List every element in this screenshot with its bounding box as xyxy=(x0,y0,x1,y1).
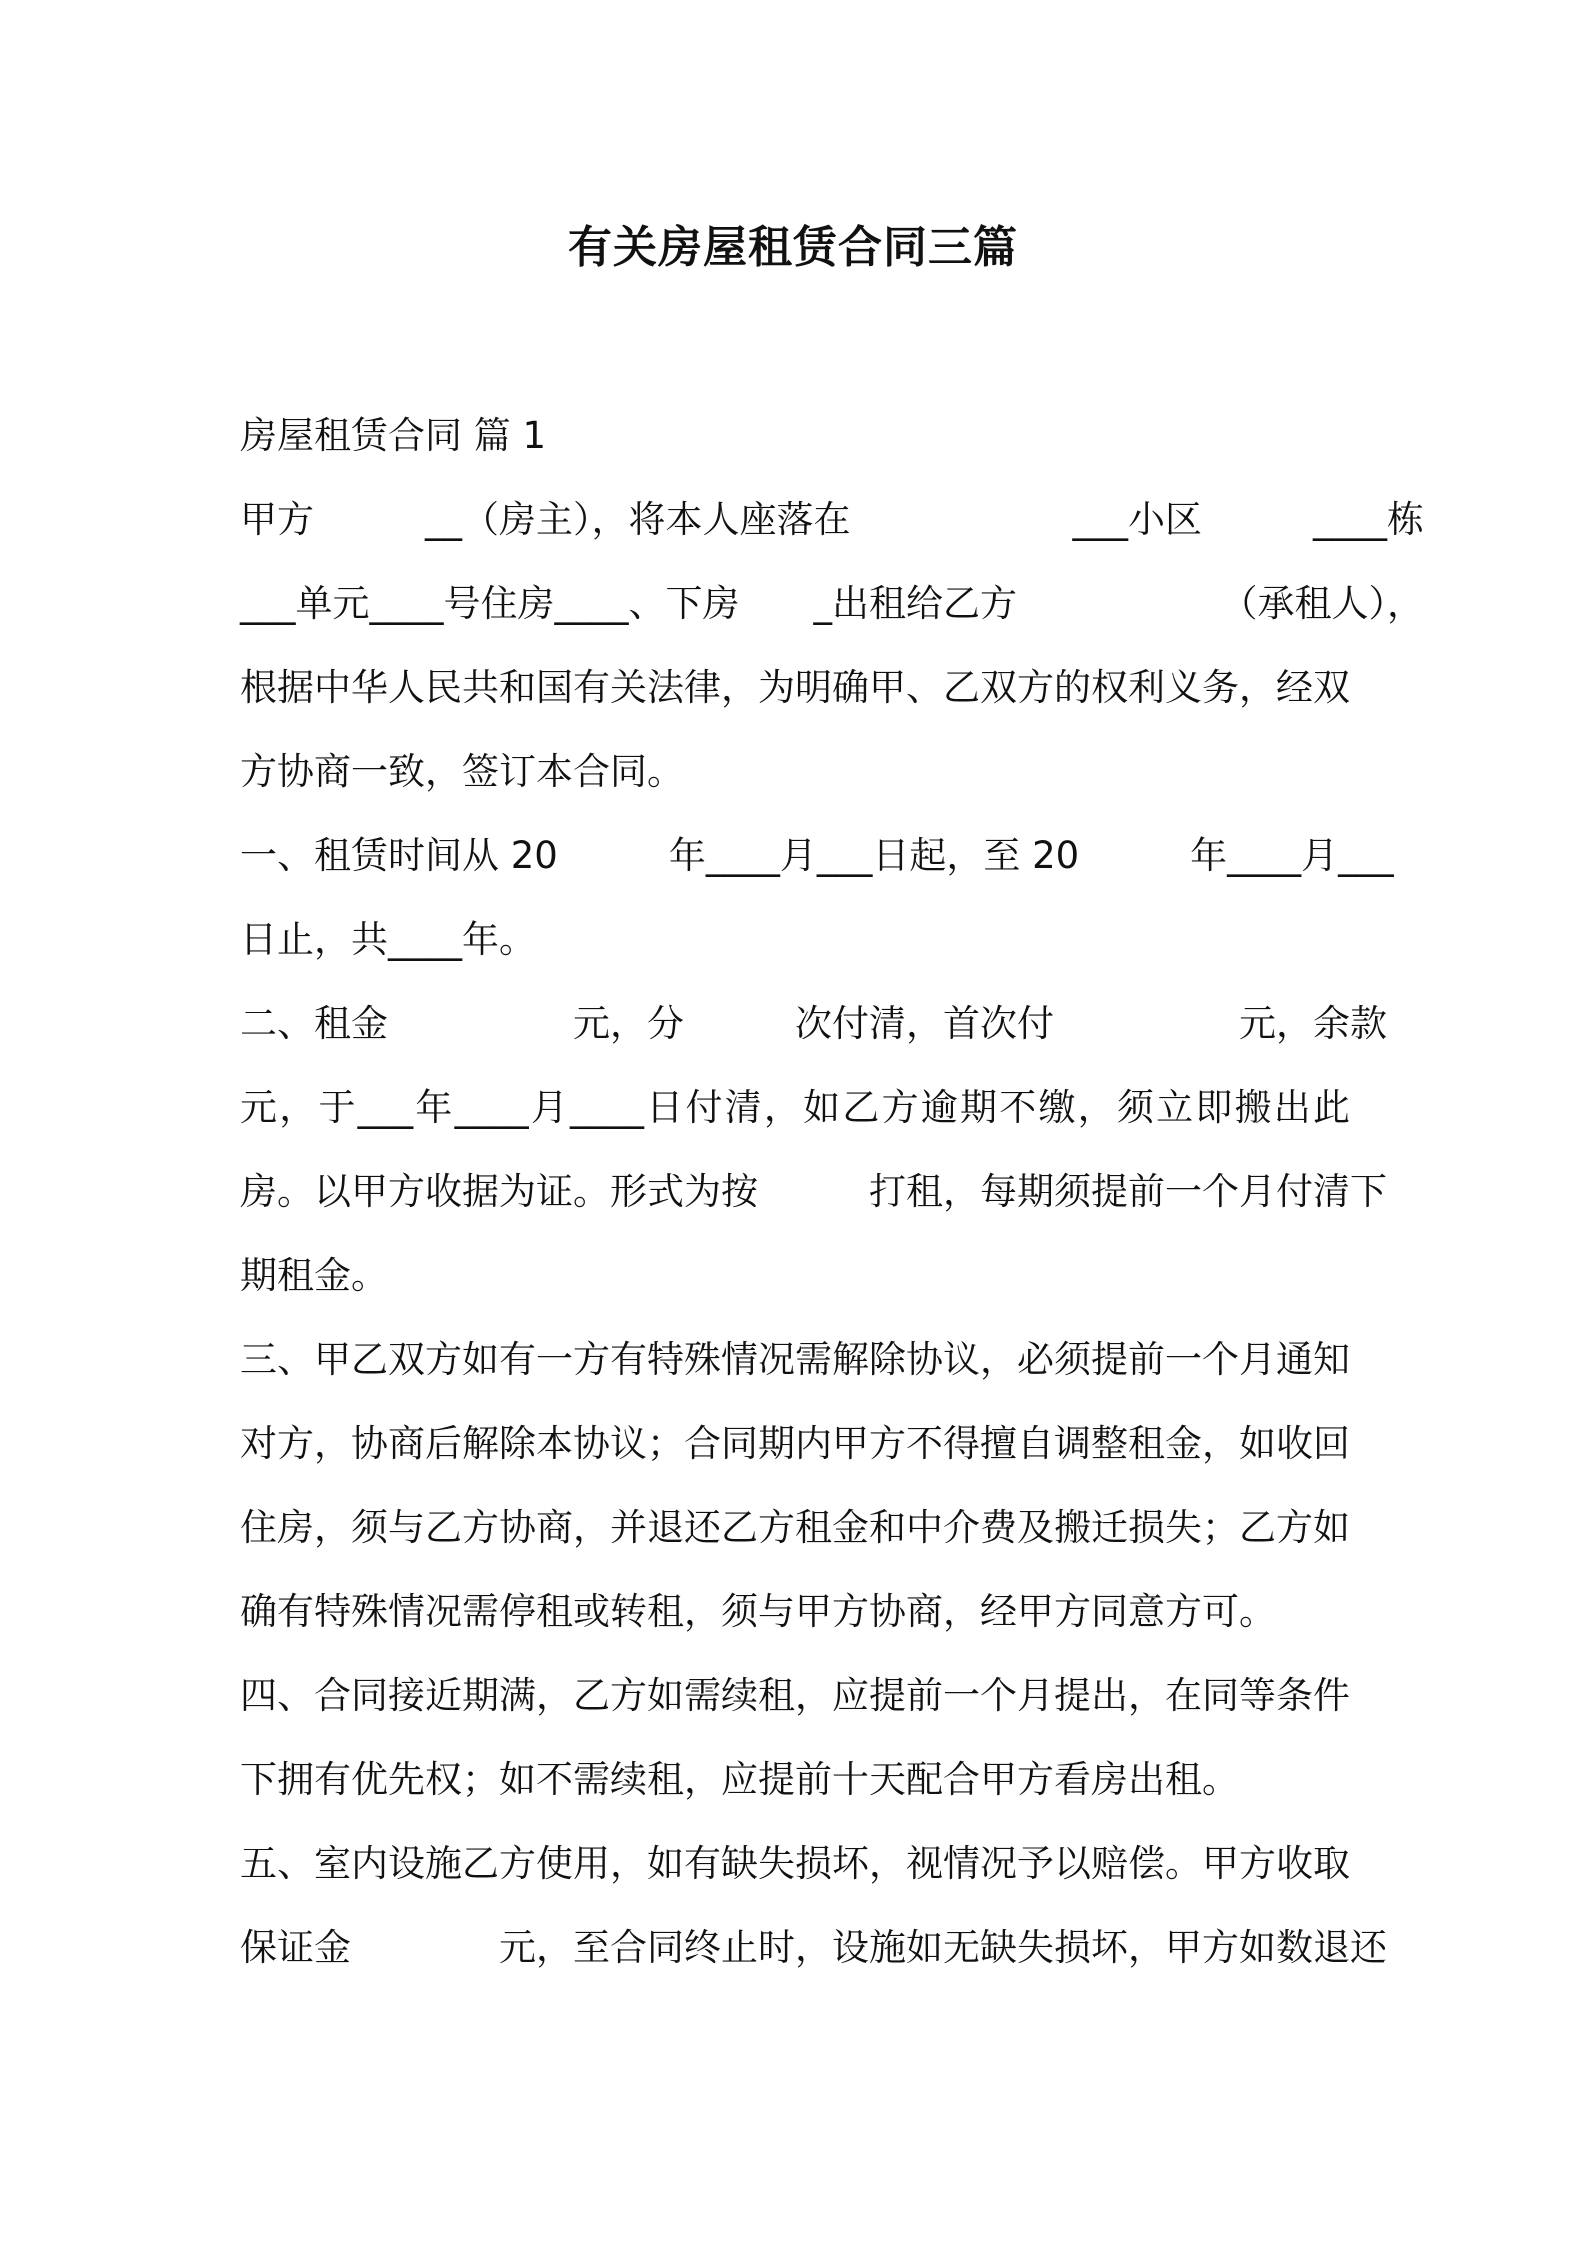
body-line: 方协商一致，签订本合同。 xyxy=(240,750,684,793)
body-line: 日止，共____年。 xyxy=(240,918,536,961)
body-line: 三、甲乙双方如有一方有特殊情况需解除协议，必须提前一个月通知 xyxy=(240,1338,1350,1381)
body-line: 下拥有优先权；如不需续租，应提前十天配合甲方看房出租。 xyxy=(240,1758,1239,1801)
body-line: 四、合同接近期满，乙方如需续租，应提前一个月提出，在同等条件 xyxy=(240,1674,1350,1717)
body-line: 五、室内设施乙方使用，如有缺失损坏，视情况予以赔偿。甲方收取 xyxy=(240,1842,1350,1885)
body-line: 一、租赁时间从 20 年____月___日起，至 20 年____月___ xyxy=(240,834,1394,877)
body-line: 元，于___年____月____日付清，如乙方逾期不缴，须立即搬出此 xyxy=(240,1086,1350,1129)
body-line: 住房，须与乙方协商，并退还乙方租金和中介费及搬迁损失；乙方如 xyxy=(240,1506,1350,1549)
body-line: 保证金 元，至合同终止时，设施如无缺失损坏，甲方如数退还 xyxy=(240,1926,1387,1969)
body-line: 房。以甲方收据为证。形式为按 打租，每期须提前一个月付清下 xyxy=(240,1170,1387,1213)
body-line: 二、租金 元，分 次付清，首次付 元，余款 xyxy=(240,1002,1387,1045)
body-line: 甲方 __（房主），将本人座落在 ___小区 ____栋 xyxy=(240,498,1424,541)
body-line: ___单元____号住房____、下房 _出租给乙方 （承租人）， xyxy=(240,582,1424,625)
body-line: 根据中华人民共和国有关法律，为明确甲、乙双方的权利义务，经双 xyxy=(240,666,1350,709)
section-heading: 房屋租赁合同 篇 1 xyxy=(240,414,547,457)
body-line: 对方，协商后解除本协议；合同期内甲方不得擅自调整租金，如收回 xyxy=(240,1422,1350,1465)
body-line: 期租金。 xyxy=(240,1254,388,1297)
body-line: 确有特殊情况需停租或转租，须与甲方协商，经甲方同意方可。 xyxy=(240,1590,1276,1633)
page-title: 有关房屋租赁合同三篇 xyxy=(568,222,1018,273)
